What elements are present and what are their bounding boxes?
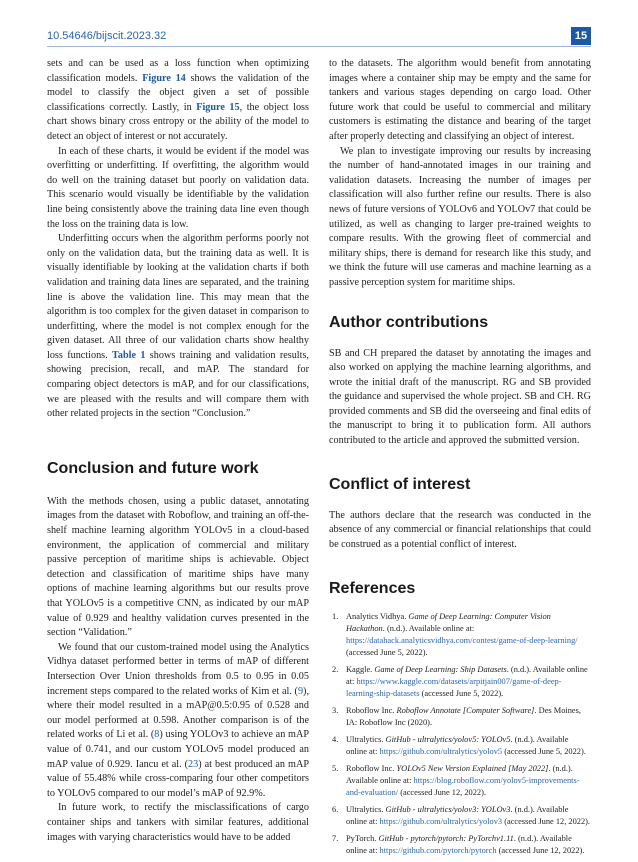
author-contributions-heading: Author contributions — [329, 313, 489, 331]
right-column — [329, 57, 591, 862]
reference-item: 7. PyTorch. GitHub - pytorch/pytorch: PyTorchv1.11. (n.d.). Available online at: https://github.com/pytorch/pytorch (accessed June 12, 2022). — [332, 834, 585, 856]
paragraph-future-datasets: to the datasets. The algorithm would benefit from annotating images where a container ship may be empty and the same for tankers and various stages depending on cargo load. Other future work that could be useful to commercial and military customers is estimating the distance and bearing of the target after properly detecting and classifying an object of interest. — [329, 58, 591, 142]
reference-item: 4. Ultralytics. GitHub - ultralytics/yolov5: YOLOv5. (n.d.). Available online at: https://github.com/ultralytics/yolov5 (accessed June 5, 2022). — [332, 735, 586, 757]
figure-14-link[interactable]: Figure 14 — [142, 72, 186, 84]
paragraph-underfitting: Underfitting occurs when the algorithm performs poorly not only on the validation data, but the training data as well. It is visually identifiable by looking at the validation charts if both validation and training data lines are separated, and the training line is above the validation line. This may mean that the algorithm is too complex for the given dataset in comparison to underfitting, where the model is not complex enough for the given dataset. All three of our validation charts show healthy loss functions. Table 1 shows training and validation results, showing precision, recall, and mAP. The standard for comparing object detectors is mAP, and for our classifications, we are pleased with the results and will compare them with other related projects in the section “Conclusion.” — [47, 233, 309, 420]
paragraph-author-contributions: SB and CH prepared the dataset by annotating the images and also worked on applying the machine learning algorithms, and wrote the initial draft of the manuscript. RG and SB provided the guidance and supervised the whole project. SB and CH. RG provided comments and SB did the overseeing and final edits of the manuscript to bring it to publication form. All authors contributed to the article and approved the submitted version. — [329, 347, 591, 447]
citation-23-link[interactable]: 23 — [188, 758, 199, 770]
conclusion-heading: Conclusion and future work — [47, 459, 259, 477]
reference-url-link[interactable]: https://blog.roboflow.com/yolov5-improvements-and-evaluation/ — [346, 776, 580, 798]
reference-item: 3. Roboflow Inc. Roboflow Annotate [Computer Software]. Des Moines, IA: Roboflow Inc (2020). — [332, 706, 581, 728]
doi-header[interactable]: 10.54646/bijscit.2023.32 — [47, 30, 167, 42]
paragraph-comparison: We found that our custom-trained model using the Analytics Vidhya dataset performed better in terms of mAP of different Intersection Over Union thresholds from 0.5 to 0.95 in 0.05 increment steps compared to the related works of Kim et al. (9), where their model resulted in a mAP@0.5:0.95 of 0.528 and our model performed at 0.598. Another comparison is of the related works of Li et al. (8) using YOLOv3 to achieve an mAP value of 0.741, and our custom YOLOv5 model produced an mAP value of 0.929. Iancu et al. (23) at best produced an mAP value of 55.48% while cross-comparing four other competitors to YOLOv5 compared to our model’s mAP of 92.9%. — [47, 641, 309, 799]
header-divider — [47, 46, 591, 47]
paragraph-future-work: In future work, to rectify the misclassifications of cargo container ships and tankers with similar features, additional images with varying characteristics would have to be added — [47, 802, 309, 843]
reference-item: 5. Roboflow Inc. YOLOv5 New Version Explained [May 2022]. (n.d.). Available online at: https://blog.roboflow.com/yolov5-improvements-and-evaluation/ (accessed June 12, 2022). — [332, 764, 580, 798]
reference-url-link[interactable]: https://github.com/pytorch/pytorch — [379, 846, 497, 856]
paragraph-conflict-of-interest: The authors declare that the research was conducted in the absence of any commercial or financial relationships that could be construed as a potential conflict of interest. — [329, 509, 591, 550]
references-heading: References — [329, 580, 416, 598]
figure-15-link[interactable]: Figure 15 — [196, 101, 240, 113]
reference-item: 6. Ultralytics. GitHub - ultralytics/yolov3: YOLOv3. (n.d.). Available online at: https://github.com/ultralytics/yolov3 (accessed June 12, 2022). — [332, 805, 591, 827]
citation-9-link[interactable]: 9 — [297, 685, 304, 697]
paragraph-plans: We plan to investigate improving our results by increasing the number of hand-annotated images in our training and validation datasets. Increasing the number of images per classification will also further refine our results. There is also news of future versions of YOLOv6 and YOLOv7 that could be utilized, as well as changing to larger pre-trained weights to compare results. With the growing fleet of commercial and military ships, there is demand for research like this study, and we think the future will use cameras and machine learning as a passive perception system for maritime ships. — [329, 145, 591, 288]
reference-url-link[interactable]: https://www.kaggle.com/datasets/arpitjain007/game-of-deep-learning-ship-datasets — [346, 677, 562, 699]
paragraph-conclusion: With the methods chosen, using a public dataset, annotating images from the dataset with Roboflow, and training an off-the-shelf machine learning algorithm YOLOv5 in a cloud-based environment, the application of commercial and military passive perception of maritime ships is achievable. Object detection and classification of maritime ships have many options of machine learning algorithms but our results prove that YOLOv5 is a competitive CNN, as indicated by our mAP value of 0.929 and healthy validation curves presented in the section “Validation.” — [47, 495, 309, 639]
left-column — [47, 57, 309, 845]
reference-item: 1. Analytics Vidhya. Game of Deep Learning: Computer Vision Hackathon. (n.d.). Available online at: https://datahack.analyticsvidhya.com/contest/game-of-deep-learning/ (accessed June 5, 2022). — [332, 612, 578, 658]
reference-url-link[interactable]: https://datahack.analyticsvidhya.com/contest/game-of-deep-learning/ — [346, 636, 578, 646]
citation-8-link[interactable]: 8 — [154, 729, 160, 741]
paragraph-loss-function: sets and can be used as a loss function when optimizing classification models. Figure 14 shows the validation of the model to classify the object given a set of possible classifications correctly. Lastly, in Figure 15, the object loss chart shows binary cross entropy or the ability of the model to detect an object of interest or not accurately. — [47, 58, 309, 142]
reference-item: 2. Kaggle. Game of Deep Learning: Ship Datasets. (n.d.). Available online at: https://www.kaggle.com/datasets/arpitjain007/game-of-deep-learning-ship-datasets (accessed June 5, 2022). — [332, 665, 588, 699]
reference-url-link[interactable]: https://github.com/ultralytics/yolov5 — [379, 747, 503, 757]
conflict-of-interest-heading: Conflict of interest — [329, 475, 471, 493]
reference-url-link[interactable]: https://github.com/ultralytics/yolov3 — [379, 817, 503, 827]
paragraph-overfitting: In each of these charts, it would be evident if the model was overfitting or underfitting. If overfitting, the algorithm would do well on the training dataset but poorly on validation data. This scenario would visually be identifiable by the validation line being consistently above the training data line even though the loss on the training data is low. — [47, 145, 309, 230]
references-list — [329, 611, 591, 857]
page-number-badge: 15 — [571, 27, 591, 45]
table-1-link[interactable]: Table 1 — [112, 349, 146, 361]
